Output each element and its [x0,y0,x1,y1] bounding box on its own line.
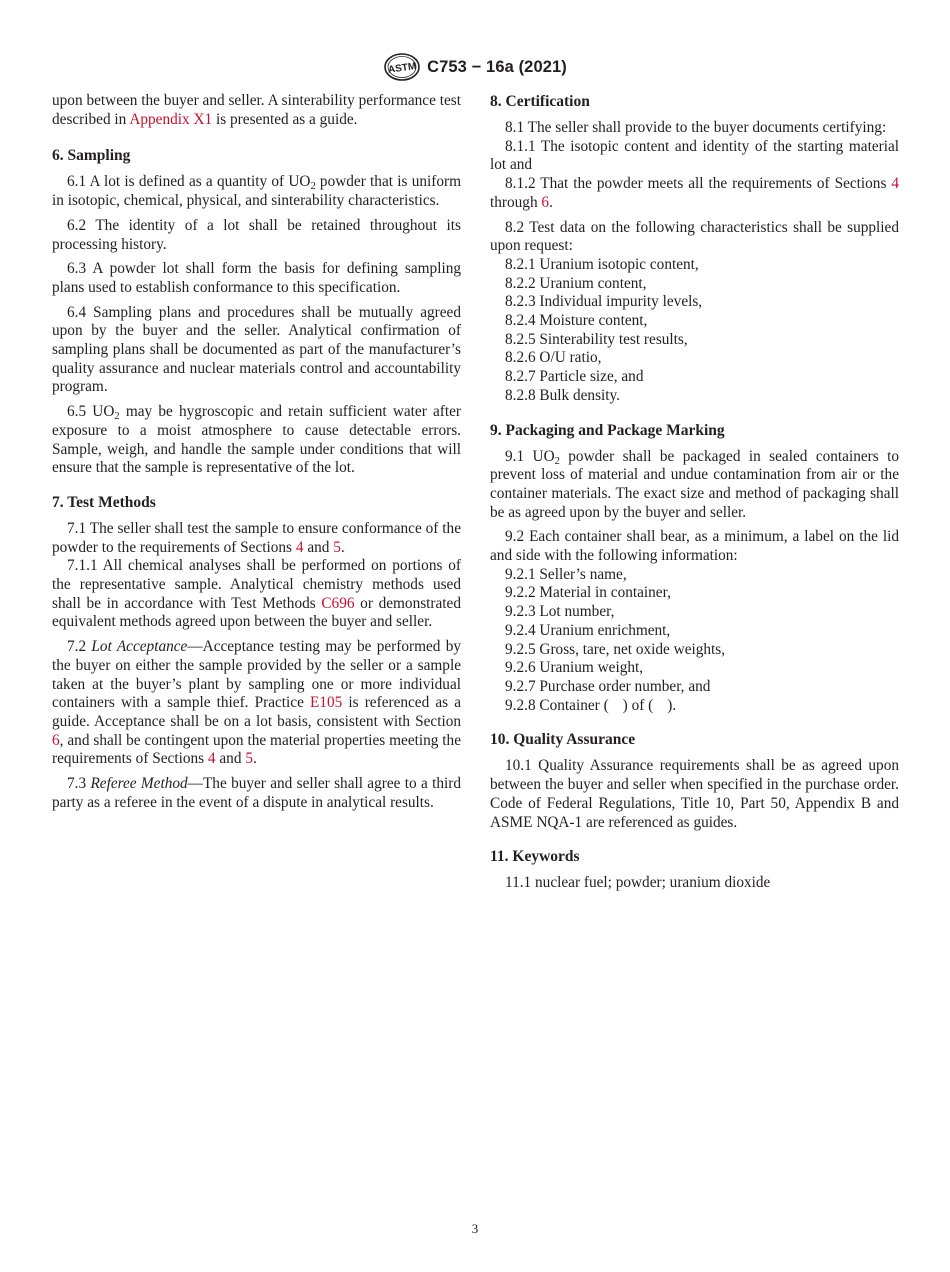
para-6-2: 6.2 The identity of a lot shall be retained throughout its processing history. [52,216,461,253]
para-6-1: 6.1 A lot is defined as a quantity of $UO_2$ powder that is uniform in isotopic, chemical, physical, and sinterability characteristics. [52,173,461,210]
section-10-heading: 10. Quality Assurance [490,731,636,749]
list-item: 8.2.1 Uranium isotopic content, [505,255,699,273]
section-5-link[interactable]: 5 [333,538,341,556]
section-6-heading: 6. Sampling [52,147,131,165]
c696-link[interactable]: C696 [321,594,355,612]
list-item: 8.2.2 Uranium content, [505,274,647,292]
appendix-x1-link[interactable]: Appendix X1 [129,110,213,128]
intro-paragraph: upon between the buyer and seller. A sinterability performance test described in Appendix X1 is presented as a guide. [52,92,461,128]
para-6-3: 6.3 A powder lot shall form the basis for defining sampling plans used to establish conformance to this specification. [52,260,461,296]
section-4-link[interactable]: 4 [295,538,304,556]
para-8-2: 8.2 Test data on the following characteristics shall be supplied upon request: [490,218,899,255]
right-column [490,92,899,899]
list-item: 9.2.6 Uranium weight, [505,659,644,677]
section-5-link[interactable]: 5 [245,750,253,768]
para-8-1-2: 8.1.2 That the powder meets all the requirements of Sections 4 through 6. [490,175,899,211]
list-item: 9.2.2 Material in container, [505,584,671,602]
list-item: 9.2.7 Purchase order number, and [505,677,711,695]
para-6-5: 6.5 $UO_2$ may be hygroscopic and retain sufficient water after exposure to a moist atmosphere to cause detectable errors. Sample, weigh, and handle the sample under conditions that will ensure that the sample is representative of the lot. [52,403,461,477]
page-header [0,52,950,87]
list-item: 9.2.8 Container ( ) of ( ). [505,696,677,714]
para-11-1: 11.1 nuclear fuel; powder; uranium dioxide [505,874,771,892]
list-item: 9.2.5 Gross, tare, net oxide weights, [505,640,726,658]
list-item: 8.2.5 Sinterability test results, [505,330,688,348]
para-7-1-1: 7.1.1 All chemical analyses shall be performed on portions of the representative sample. Analytical chemistry methods used shall be in accordance with Test Methods C696 or demonstrated equivalent methods agreed upon between the buyer and seller. [52,557,461,631]
para-9-2: 9.2 Each container shall bear, as a minimum, a label on the lid and side with the following information: [490,528,899,565]
list-9-2 [490,566,899,716]
list-item: 9.2.1 Seller’s name, [505,565,627,583]
list-item: 8.2.3 Individual impurity levels, [505,293,703,311]
para-6-4: 6.4 Sampling plans and procedures shall be mutually agreed upon by the buyer and the seller. Analytical confirmation of sampling plans shall be documented as part of the manufacturer’s quality assurance and nuclear materials control and accountability program. [52,303,461,396]
para-10-1: 10.1 Quality Assurance requirements shall be as agreed upon between the buyer and seller when specified in the purchase order. Code of Federal Regulations, Title 10, Part 50, Appendix B and ASME NQA-1 are referenced as guides. [490,757,899,831]
section-6-link[interactable]: 6 [541,193,550,211]
para-9-1: 9.1 $UO_2$ powder shall be packaged in sealed containers to prevent loss of material and undue contamination from air or the container materials. The exact size and method of packaging shall be as agreed upon by the buyer and seller. [490,447,899,521]
list-item: 9.2.3 Lot number, [505,603,615,621]
para-8-1: 8.1 The seller shall provide to the buyer documents certifying: [505,119,887,136]
list-item: 8.2.8 Bulk density. [505,386,621,404]
para-7-2: 7.2 Lot Acceptance—Acceptance testing may be performed by the buyer on either the sample provided by the seller or a sample taken at the buyer’s plant by sampling one or more individual containers with a sample thief. Practice E105 is referenced as a guide. Acceptance shall be on a lot basis, consistent with Section 6, and shall be contingent upon the material properties meeting the requirements of Sections 4 and 5. [52,638,461,768]
list-item: 8.2.4 Moisture content, [505,312,648,330]
list-item: 8.2.7 Particle size, and [505,368,644,386]
section-6-link[interactable]: 6 [52,731,60,749]
section-8-heading: 8. Certification [490,93,590,110]
left-column [52,92,461,819]
para-7-3: 7.3 Referee Method—The buyer and seller shall agree to a third party as a referee in the event of a dispute in analytical results. [52,775,461,811]
section-7-heading: 7. Test Methods [52,493,156,511]
list-8-2 [490,256,899,406]
page-number: 3 [471,1221,479,1236]
document-id: C753 − 16a (2021) [427,57,567,76]
list-item: 9.2.4 Uranium enrichment, [505,621,671,639]
section-11-heading: 11. Keywords [490,848,580,866]
svg-text:ASTM: ASTM [387,61,418,76]
e105-link[interactable]: E105 [309,694,343,712]
list-item: 8.2.6 O/U ratio, [505,349,602,367]
para-7-1: 7.1 The seller shall test the sample to ensure conformance of the powder to the requirements of Sections 4 and 5. [52,519,461,556]
astm-logo-icon [383,52,421,82]
section-4-link[interactable]: 4 [207,750,216,768]
section-4-link[interactable]: 4 [891,175,899,193]
section-9-heading: 9. Packaging and Package Marking [490,421,725,439]
para-8-1-1: 8.1.1 The isotopic content and identity of the starting material lot and [490,137,899,174]
